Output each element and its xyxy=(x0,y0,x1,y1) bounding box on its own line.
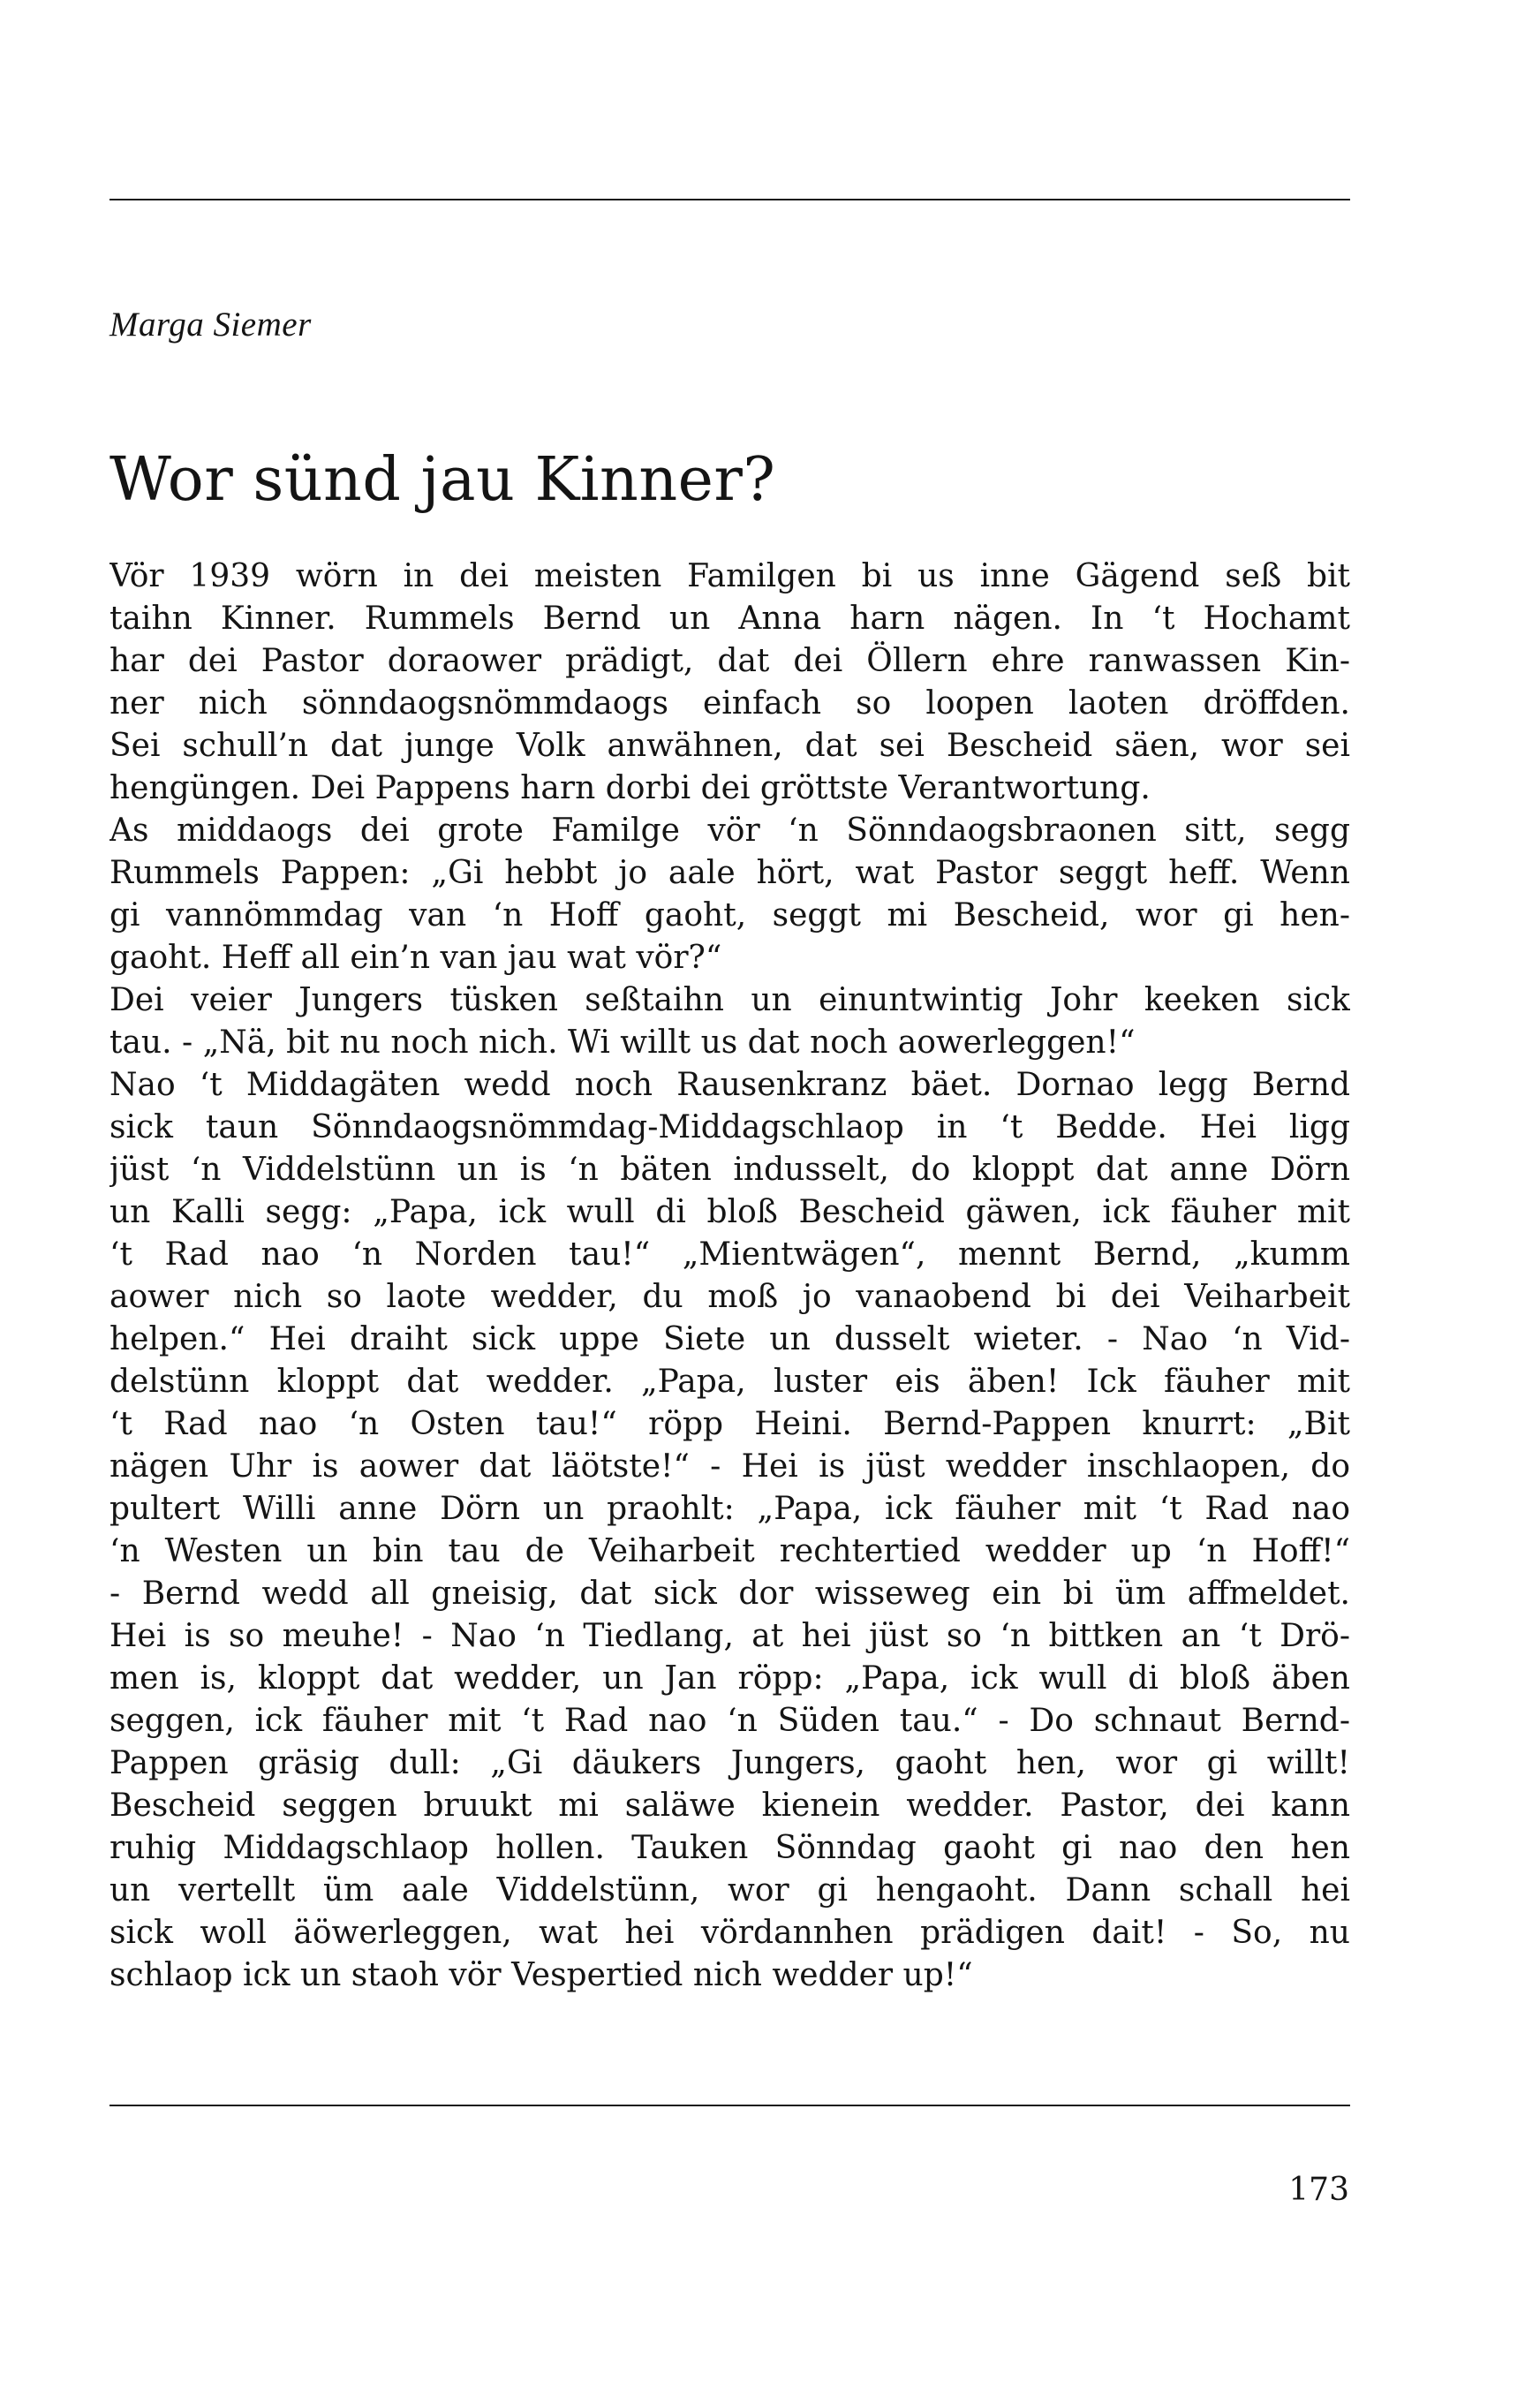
text-line: har dei Pastor doraower prädigt, dat dei Öllern ehre ranwassen Kin- xyxy=(109,643,1350,679)
top-rule xyxy=(109,199,1350,200)
text-line: ‘n Westen un bin tau de Veiharbeit rechtertied wedder up ‘n Hoff!“ xyxy=(109,1533,1350,1569)
text-line: aower nich so laote wedder, du moß jo vanaobend bi dei Veiharbeit xyxy=(109,1279,1350,1315)
text-line: sick taun Sönndaogsnömmdag-Middagschlaop in ‘t Bedde. Hei ligg xyxy=(109,1109,1350,1145)
text-line: As middaogs dei grote Familge vör ‘n Sönndaogsbraonen sitt, segg xyxy=(109,813,1350,849)
text-line: Sei schull’n dat junge Volk anwähnen, dat sei Bescheid säen, wor sei xyxy=(109,728,1350,764)
text-line: pultert Willi anne Dörn un praohlt: „Papa, ick fäuher mit ‘t Rad nao xyxy=(109,1491,1350,1527)
text-line: hengüngen. Dei Pappens harn dorbi dei gröttste Verantwortung. xyxy=(109,770,1151,806)
text-line: ‘t Rad nao ‘n Norden tau!“ „Mientwägen“, mennt Bernd, „kumm xyxy=(109,1236,1350,1273)
text-line: un Kalli segg: „Papa, ick wull di bloß Bescheid gäwen, ick fäuher mit xyxy=(109,1194,1350,1230)
text-line: ruhig Middagschlaop hollen. Tauken Sönndag gaoht gi nao den hen xyxy=(109,1830,1350,1866)
text-line: jüst ‘n Viddelstünn un is ‘n bäten indusselt, do kloppt dat anne Dörn xyxy=(109,1152,1350,1188)
text-line: ‘t Rad nao ‘n Osten tau!“ röpp Heini. Bernd-Pappen knurrt: „Bit xyxy=(109,1406,1350,1442)
text-line: tau. - „Nä, bit nu noch nich. Wi willt us dat noch aowerleggen!“ xyxy=(109,1024,1136,1061)
text-line: Bescheid seggen bruukt mi saläwe kienein wedder. Pastor, dei kann xyxy=(109,1788,1350,1824)
text-line: sick woll äöwerleggen, wat hei vördannhen prädigen dait! - So, nu xyxy=(109,1915,1350,1951)
page-number: 173 xyxy=(1288,2172,1349,2208)
text-line: taihn Kinner. Rummels Bernd un Anna harn nägen. In ‘t Hochamt xyxy=(109,601,1350,637)
author-name: Marga Siemer xyxy=(109,306,312,344)
body-text xyxy=(109,556,1350,1997)
text-line: Dei veier Jungers tüsken seßtaihn un einuntwintig Johr keeken sick xyxy=(109,982,1350,1018)
text-line: nägen Uhr is aower dat läötste!“ - Hei is jüst wedder inschlaopen, do xyxy=(109,1448,1350,1485)
page-title: Wor sünd jau Kinner? xyxy=(109,445,776,515)
text-line: ner nich sönndaogsnömmdaogs einfach so loopen laoten dröffden. xyxy=(109,685,1350,722)
text-line: seggen, ick fäuher mit ‘t Rad nao ‘n Süden tau.“ - Do schnaut Bernd- xyxy=(109,1703,1350,1739)
text-line: Nao ‘t Middagäten wedd noch Rausenkranz bäet. Dornao legg Bernd xyxy=(109,1067,1350,1103)
text-line: schlaop ick un staoh vör Vespertied nich wedder up!“ xyxy=(109,1957,973,1993)
text-line: gaoht. Heff all ein’n van jau wat vör?“ xyxy=(109,940,722,976)
text-line: Hei is so meuhe! - Nao ‘n Tiedlang, at hei jüst so ‘n bittken an ‘t Drö- xyxy=(109,1618,1350,1654)
text-line: men is, kloppt dat wedder, un Jan röpp: „Papa, ick wull di bloß äben xyxy=(109,1660,1350,1697)
bottom-rule xyxy=(109,2105,1350,2106)
text-line: un vertellt üm aale Viddelstünn, wor gi hengaoht. Dann schall hei xyxy=(109,1872,1350,1909)
text-line: Rummels Pappen: „Gi hebbt jo aale hört, wat Pastor seggt heff. Wenn xyxy=(109,855,1350,891)
text-line: helpen.“ Hei draiht sick uppe Siete un dusselt wieter. - Nao ‘n Vid- xyxy=(109,1321,1350,1357)
text-line: Pappen gräsig dull: „Gi däukers Jungers, gaoht hen, wor gi willt! xyxy=(109,1745,1350,1781)
text-line: Vör 1939 wörn in dei meisten Familgen bi us inne Gägend seß bit xyxy=(109,558,1350,594)
text-line: delstünn kloppt dat wedder. „Papa, luster eis äben! Ick fäuher mit xyxy=(109,1364,1350,1400)
text-line: gi vannömmdag van ‘n Hoff gaoht, seggt mi Bescheid, wor gi hen- xyxy=(109,897,1350,934)
text-line: - Bernd wedd all gneisig, dat sick dor wisseweg ein bi üm affmeldet. xyxy=(109,1576,1350,1612)
